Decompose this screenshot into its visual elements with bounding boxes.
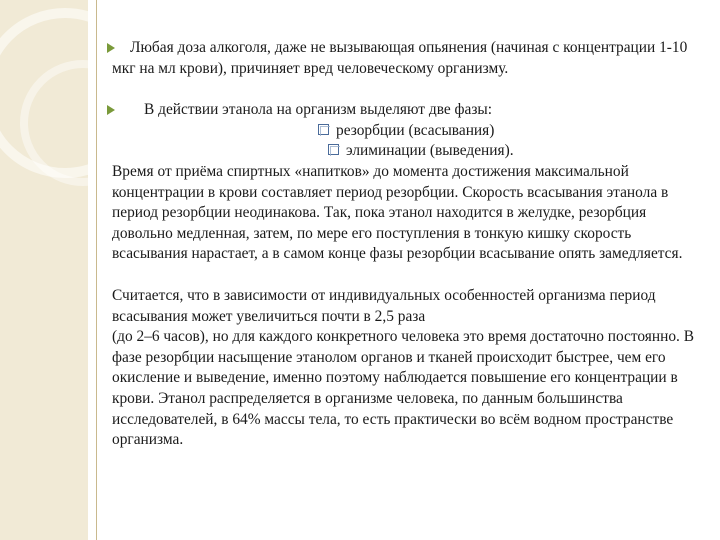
decorative-sidebar (0, 0, 88, 540)
bullet-item (112, 100, 704, 121)
green-bullet-icon (106, 43, 116, 53)
bullet-text: В действии этанола на организм выделяют две фазы: (144, 101, 493, 119)
checkbox-square-icon (318, 124, 330, 136)
absorption-paragraph-body: (до 2–6 часов), но для каждого конкретного человека это время достаточно постоянно. В фазе резорбции насыщение этанолом органов и тканей происходит быстрее, чем его окисление и выведение, именно поэтому наблюдается повышение его концентрации в крови. Этанол распределяется в организме человека, по данным большинства исследователей, в 64% массы тела, то есть практически во всём водном пространстве организма. (112, 328, 695, 449)
absorption-paragraph-intro: Считается, что в зависимости от индивидуальных особенностей организма период всасывания может увеличиться почти в 2,5 раза (112, 286, 656, 325)
resorption-paragraph: Время от приёма спиртных «напитков» до момента достижения максимальной концентрации в крови составляет период резорбции. Скорость всасывания этанола в период резорбции неодинакова. Так, пока этанол находится в желудке, резорбция довольно медленная, затем, по мере его поступления в тонкую кишку скорость всасывания нарастает, а в самом конце фазы резорбции всасывание опять замедляется. (112, 162, 683, 263)
green-bullet-icon (106, 105, 116, 115)
checkbox-square-icon (328, 144, 340, 156)
phase-text: резорбции (всасывания) (336, 121, 495, 139)
bullet-item (112, 38, 704, 79)
phase-text: элиминации (выведения). (346, 142, 514, 160)
bullet-text: Любая доза алкоголя, даже не вызывающая опьянения (начиная с концентрации 1-10 мкг на мл крови), причиняет вред человеческому организму. (112, 39, 688, 77)
phase-item (112, 121, 704, 142)
phase-item (112, 141, 704, 162)
slide-content (112, 38, 704, 451)
sidebar-divider (96, 0, 97, 540)
